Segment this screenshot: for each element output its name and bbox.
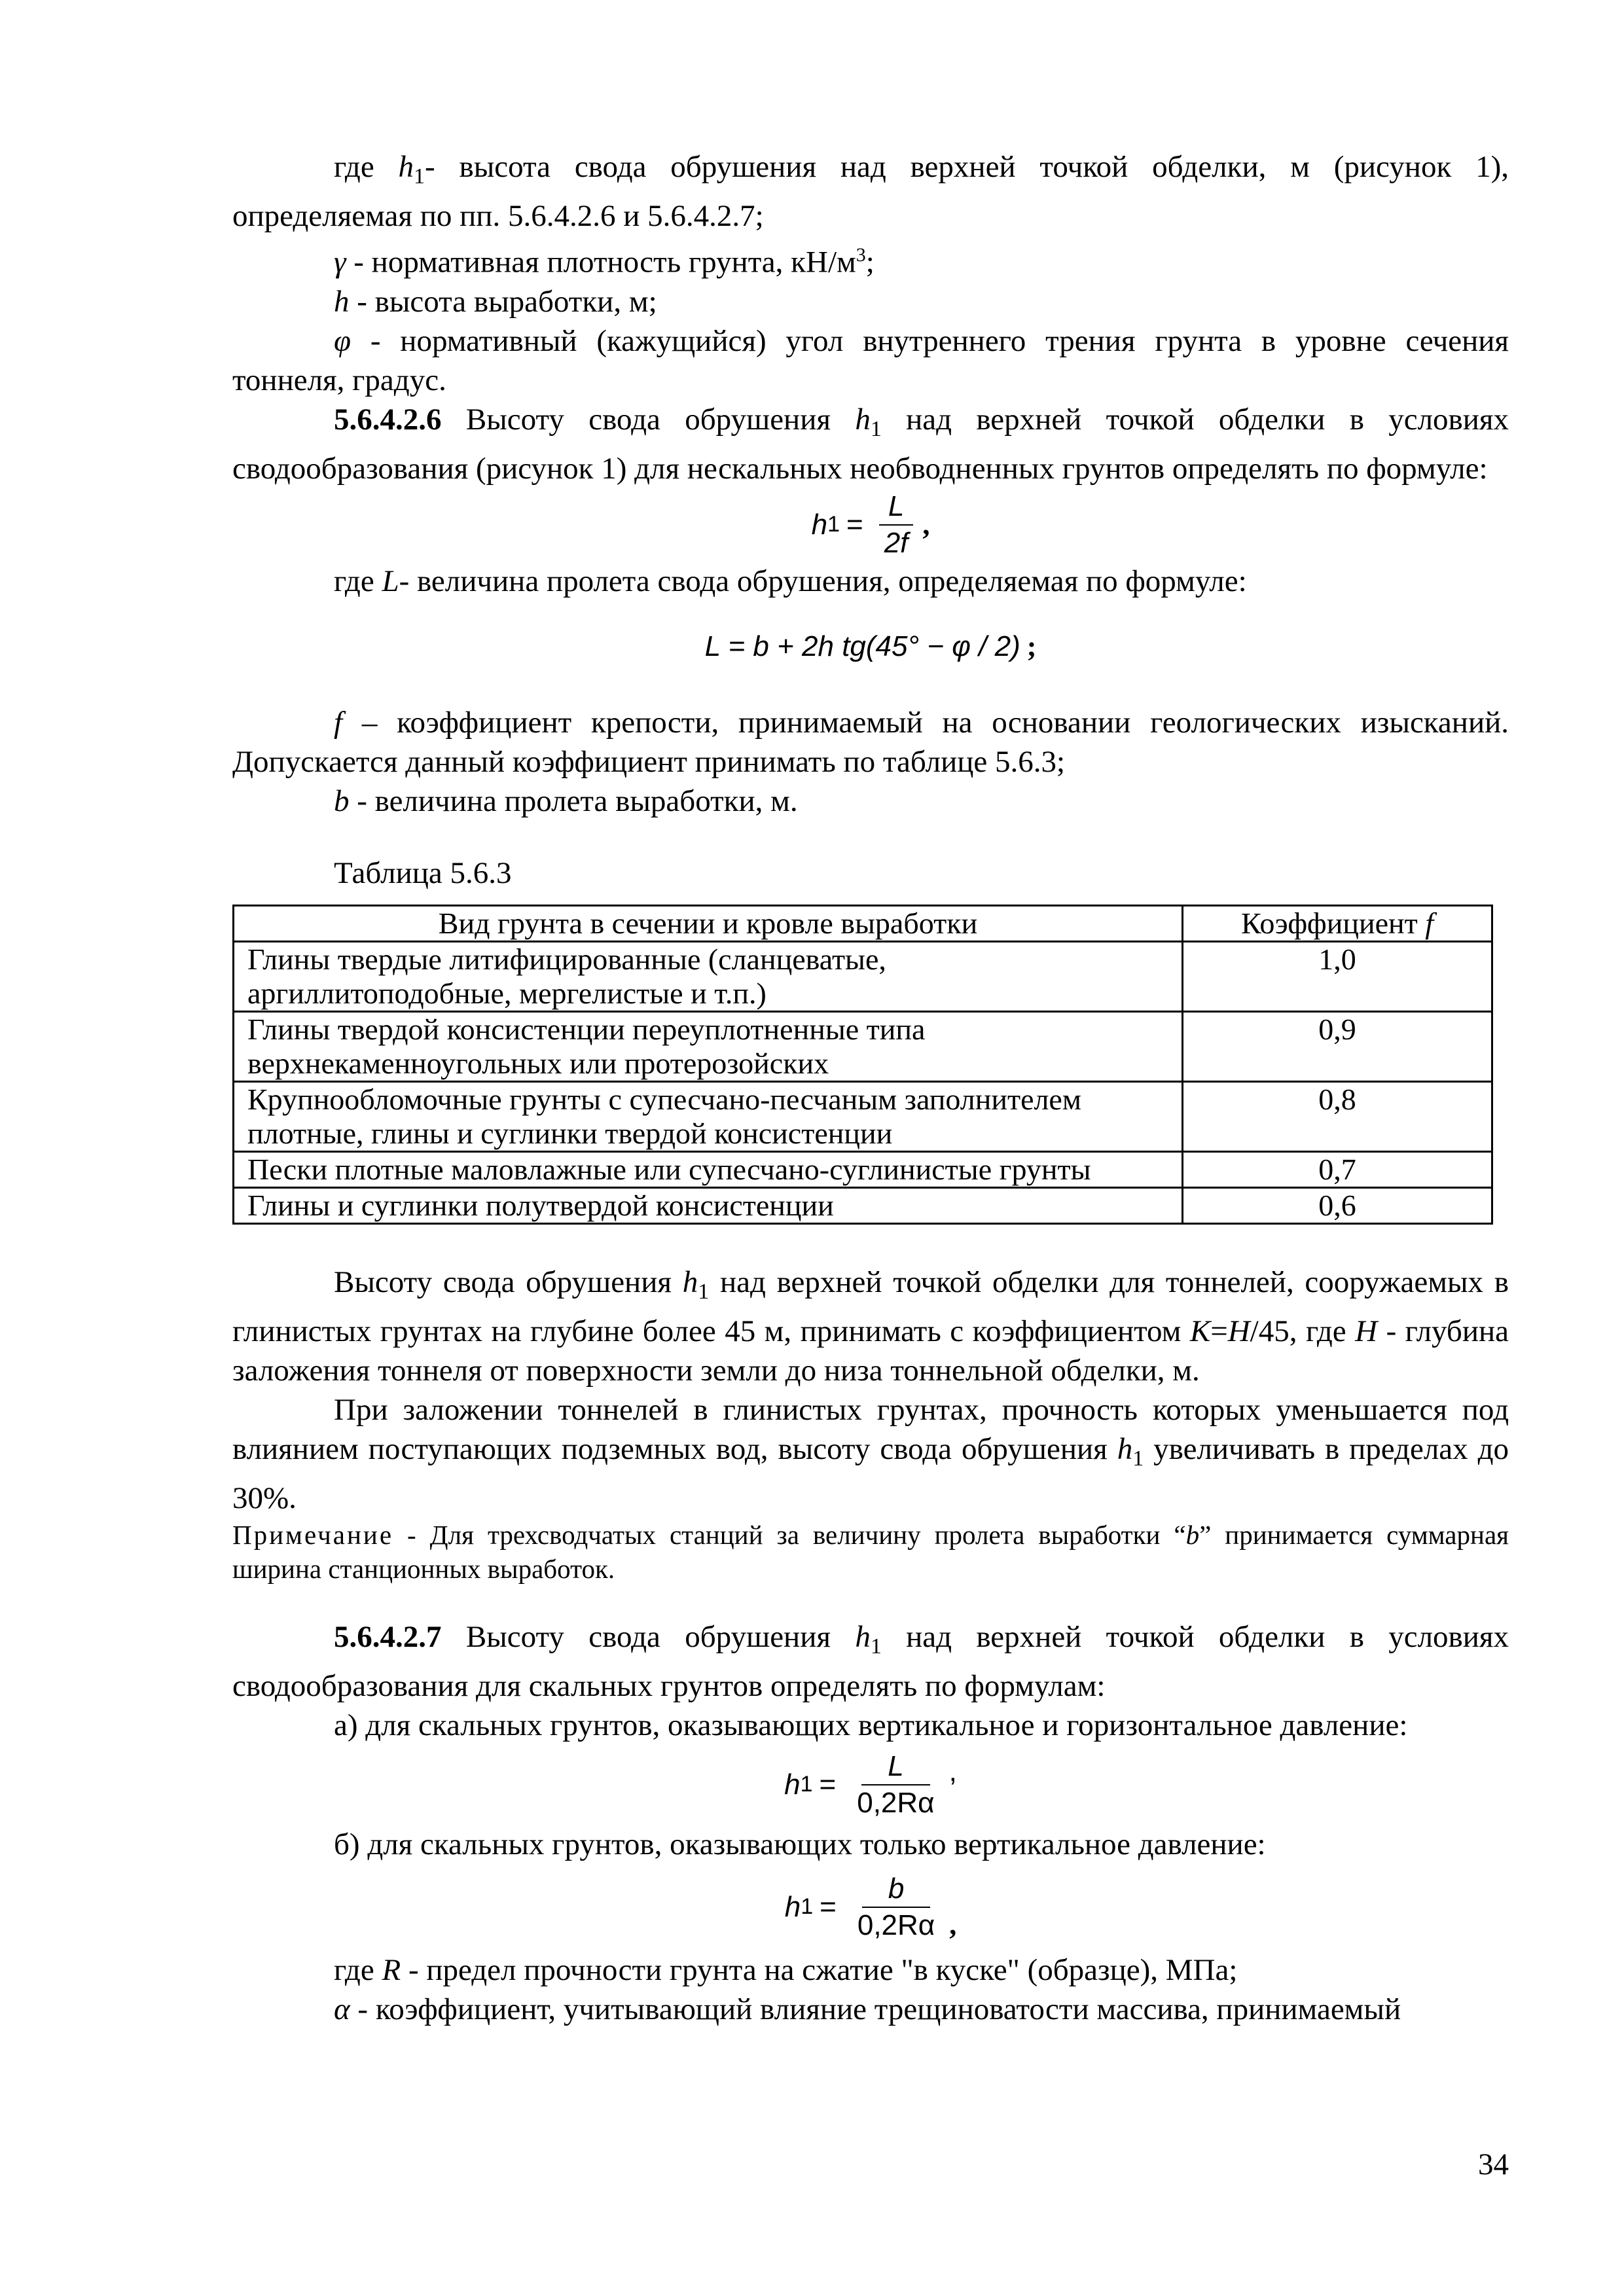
var-h: h	[1117, 1431, 1133, 1466]
table-cell-soil	[234, 1151, 1183, 1187]
formula-comma: ,	[922, 509, 930, 541]
text: - коэффициент, учитывающий влияние трещиноватости массива, принимаемый	[350, 1992, 1401, 2026]
var-h: h	[855, 402, 871, 437]
note	[232, 1518, 1509, 1586]
table-row	[234, 1151, 1492, 1187]
paragraph-b-definition	[232, 781, 1509, 821]
paragraph-alpha-definition	[232, 1990, 1509, 2029]
formula-equals: =	[819, 1768, 837, 1801]
formula-equals: =	[846, 508, 863, 541]
page-number: 34	[1478, 2147, 1509, 2181]
fraction-numerator: L	[861, 1750, 929, 1785]
var-R: R	[382, 1952, 401, 1987]
var-H: H	[1355, 1314, 1378, 1348]
table-cell-coefficient: 0,8	[1183, 1081, 1492, 1151]
formula-lhs: h	[784, 1890, 801, 1923]
subscript: 1	[870, 1634, 882, 1659]
table-row	[234, 1081, 1492, 1151]
cell-line: Глины и суглинки полутвердой консистенции	[247, 1188, 834, 1222]
text: =	[1210, 1314, 1228, 1348]
paragraph-h	[232, 282, 1509, 321]
section-5-6-4-2-6	[232, 400, 1509, 488]
table-caption: Таблица 5.6.3	[334, 855, 512, 890]
table-header-coefficient	[1183, 905, 1492, 941]
fraction-denominator: 0,2Rα	[857, 1909, 935, 1941]
table-cell-coefficient: 1,0	[1183, 941, 1492, 1011]
subscript: 1	[1132, 1446, 1144, 1471]
table-cell-coefficient: 0,9	[1183, 1011, 1492, 1081]
text: где	[334, 1952, 382, 1987]
paragraph-phi	[232, 321, 1509, 400]
paragraph-depth-coefficient	[232, 1263, 1509, 1390]
text: увеличивать в пределах до 30%.	[232, 1431, 1509, 1515]
cell-line: Пески плотные маловлажные или супесчано-суглинистые грунты	[247, 1152, 1091, 1186]
formula-fraction	[875, 490, 918, 560]
paragraph-gamma	[232, 236, 1509, 282]
formula-lhs: h	[811, 508, 828, 541]
var-h: h	[855, 1619, 871, 1654]
table-header-soil: Вид грунта в сечении и кровле выработки	[234, 905, 1183, 941]
var-L: L	[382, 564, 399, 598]
paragraph-f-definition	[232, 703, 1509, 781]
table-cell-soil	[234, 1011, 1183, 1081]
formula-h1-L-2f	[232, 492, 1509, 558]
list-item-b: б) для скальных грунтов, оказывающих только вертикальное давление:	[334, 1827, 1266, 1861]
text: - высота выработки, м;	[349, 284, 657, 319]
table-cell-soil	[234, 941, 1183, 1011]
text: Высоту свода обрушения	[334, 1265, 683, 1299]
paragraph-R-definition	[232, 1950, 1509, 1990]
subscript: 1	[870, 416, 882, 441]
text: Высоту свода обрушения	[441, 1619, 856, 1654]
text: - величина пролета выработки, м.	[349, 783, 798, 818]
section-5-6-4-2-7	[232, 1617, 1509, 1706]
note-label: Примечание	[232, 1519, 394, 1550]
text: где	[334, 150, 399, 184]
fraction-denominator: 2f	[884, 526, 909, 559]
formula-h1-L-rock	[232, 1749, 1509, 1821]
list-item-a: а) для скальных грунтов, оказывающих вертикальное и горизонтальное давление:	[334, 1708, 1408, 1742]
formula-fraction	[848, 1750, 943, 1820]
var-h: h	[398, 150, 414, 184]
formula-semicolon: ;	[1026, 630, 1037, 663]
table-header-row	[234, 905, 1492, 941]
paragraph-groundwater	[232, 1390, 1509, 1518]
text: /45, где	[1250, 1314, 1356, 1348]
formula-fraction	[848, 1873, 944, 1942]
cell-line: Глины твердой консистенции переуплотненные типа	[247, 1012, 926, 1046]
text: - высота свода обрушения над верхней точкой обделки, м (рисунок 1), определяемая по пп. 5.6.4.2.6 и 5.6.4.2.7;	[232, 150, 1509, 233]
var-K: K	[1189, 1314, 1211, 1348]
formula-equals: =	[820, 1890, 837, 1923]
formula-lhs: h	[784, 1768, 801, 1801]
fraction-numerator: L	[879, 490, 913, 526]
text: ;	[865, 245, 875, 279]
var-H: H	[1227, 1314, 1250, 1348]
var-b: b	[334, 783, 350, 818]
text: При заложении тоннелей в глинистых грунтах, прочность которых уменьшается под влиянием поступающих подземных вод, высоту свода обрушения	[232, 1392, 1509, 1466]
table-cell-coefficient: 0,7	[1183, 1151, 1492, 1187]
formula-h1-b-rock	[232, 1868, 1509, 1946]
paragraph-L-definition	[232, 562, 1509, 601]
formula-comma: ,	[948, 1755, 957, 1787]
table-row	[234, 1011, 1492, 1081]
cell-line: верхнекаменноугольных или протерозойских	[247, 1046, 829, 1080]
text: над верхней точкой обделки в условиях сводообразования для скальных грунтов определять по формулам:	[232, 1619, 1509, 1703]
cell-line: Глины твердые литифицированные (сланцеватые,	[247, 942, 886, 976]
superscript: 3	[856, 244, 866, 266]
document-page	[232, 147, 1509, 2029]
table-cell-soil	[234, 1187, 1183, 1223]
var-alpha: α	[334, 1992, 350, 2026]
cell-line: аргиллитоподобные, мергелистые и т.п.)	[247, 976, 767, 1010]
formula-subscript: 1	[800, 1772, 813, 1797]
table-cell-coefficient: 0,6	[1183, 1187, 1492, 1223]
var-f: f	[334, 705, 343, 740]
text: Высоту свода обрушения	[441, 402, 856, 437]
text: - предел прочности грунта на сжатие "в куске" (образце), МПа;	[401, 1952, 1238, 1987]
formula-comma: ,	[949, 1908, 957, 1941]
formula-L	[232, 614, 1509, 679]
formula-subscript: 1	[827, 512, 840, 537]
formula-subscript: 1	[801, 1894, 814, 1920]
var-h: h	[334, 284, 350, 319]
text: - нормативный (кажущийся) угол внутреннего трения грунта в уровне сечения тоннеля, градус.	[232, 323, 1509, 397]
var-h: h	[682, 1265, 698, 1299]
header-text: Коэффициент	[1240, 906, 1426, 940]
section-number: 5.6.4.2.6	[334, 402, 442, 437]
var-b: b	[1185, 1519, 1200, 1550]
var-gamma: γ	[334, 245, 346, 279]
var-phi: φ	[334, 323, 352, 358]
text: где	[334, 564, 382, 598]
text: - нормативная плотность грунта, кН/м	[346, 245, 856, 279]
cell-line: Крупнообломочные грунты с супесчано-песчаным заполнителем	[247, 1082, 1081, 1116]
table-row	[234, 1187, 1492, 1223]
coefficient-table	[232, 905, 1493, 1225]
subscript: 1	[414, 164, 425, 188]
text: - глубина заложения тоннеля от поверхности земли до низа тоннельной обделки, м.	[232, 1314, 1509, 1388]
subscript: 1	[698, 1279, 710, 1304]
section-number: 5.6.4.2.7	[334, 1619, 442, 1654]
text: – коэффициент крепости, принимаемый на основании геологических изысканий. Допускается данный коэффициент принимать по таблице 5.6.3;	[232, 705, 1509, 779]
text: ” принимается суммарная ширина станционных выработок.	[232, 1519, 1509, 1584]
var-f: f	[1425, 906, 1434, 940]
text: - величина пролета свода обрушения, определяемая по формуле:	[399, 564, 1247, 598]
table-row	[234, 941, 1492, 1011]
cell-line: плотные, глины и суглинки твердой консистенции	[247, 1116, 893, 1150]
text: - Для трехсводчатых станций за величину пролета выработки “	[393, 1519, 1186, 1550]
fraction-numerator: b	[862, 1873, 930, 1908]
fraction-denominator: 0,2Rα	[857, 1786, 935, 1819]
paragraph-h1-definition	[232, 147, 1509, 236]
text: над верхней точкой обделки для тоннелей, сооружаемых в глинистых грунтах на глубине более 45 м, принимать с коэффициентом	[232, 1265, 1509, 1348]
formula-expression: L = b + 2h tg(45° − φ / 2)	[704, 630, 1020, 662]
text: над верхней точкой обделки в условиях сводообразования (рисунок 1) для нескальных необводненных грунтов определять по формуле:	[232, 402, 1509, 486]
table-cell-soil	[234, 1081, 1183, 1151]
